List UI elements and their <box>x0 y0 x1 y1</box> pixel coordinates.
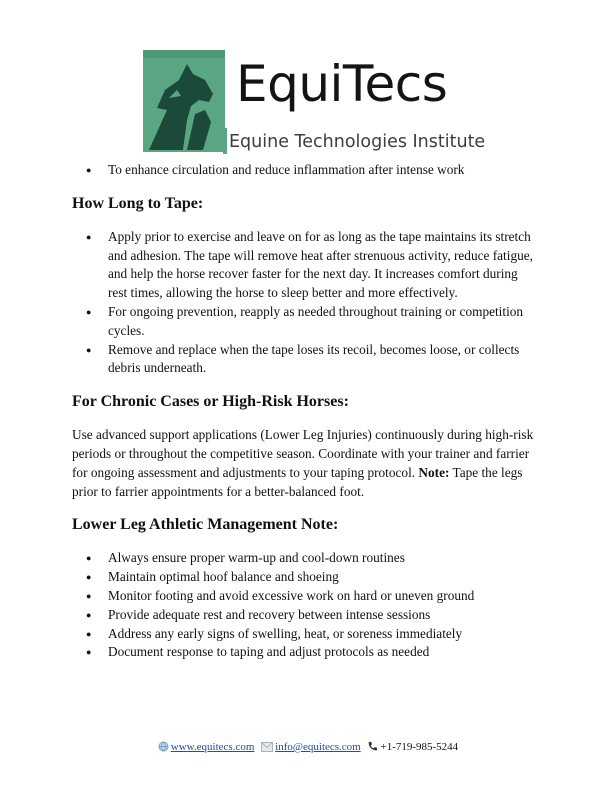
footer-contact <box>0 740 612 754</box>
equitecs-logo <box>143 50 486 156</box>
website-link[interactable]: www.equitecs.com <box>170 741 255 753</box>
list-item: ● Document response to taping and adjust protocols as needed <box>72 643 540 662</box>
horse-logo-icon <box>143 50 225 152</box>
envelope-icon <box>261 742 273 752</box>
list-item: ● Always ensure proper warm-up and cool-down routines <box>72 549 540 568</box>
list-item: ● For ongoing prevention, reapply as needed throughout training or competition cycles. <box>72 303 540 341</box>
list-item: ● Apply prior to exercise and leave on for as long as the tape maintains its stretch and adhesion. The tape will remove heat after strenuous activity, reduce fatigue, and help the horse recover faster for the next day. It increases comfort during rest times, allowing the horse to sleep better and more effectively. <box>72 228 540 303</box>
globe-icon <box>158 741 169 752</box>
list-item: ● Maintain optimal hoof balance and shoeing <box>72 568 540 587</box>
list-item: ● Remove and replace when the tape loses its recoil, becomes loose, or collects debris underneath. <box>72 341 540 379</box>
phone-number: +1-719-985-5244 <box>380 741 459 753</box>
list-item: ● Address any early signs of swelling, heat, or soreness immediately <box>72 625 540 644</box>
document-body <box>72 161 540 662</box>
brand-tagline: Equine Technologies Institute <box>229 132 486 152</box>
how-long-heading: How Long to Tape: <box>72 194 204 212</box>
how-long-list <box>72 228 540 378</box>
list-item: ● Provide adequate rest and recovery between intense sessions <box>72 606 540 625</box>
note-label: Note: <box>418 464 450 480</box>
management-list <box>72 549 540 662</box>
brand-name: EquiTecs <box>236 55 448 113</box>
chronic-text: Use advanced support applications (Lower Leg Injuries) continuously during high-risk periods or throughout the competitive season. Coordinate with your trainer and farrier for ongoing assessment and adjustments to your taping protocol. <box>72 427 534 480</box>
management-heading: Lower Leg Athletic Management Note: <box>72 516 339 534</box>
intro-bullet-list <box>72 161 540 180</box>
chronic-heading: For Chronic Cases or High-Risk Horses: <box>72 393 349 411</box>
chronic-paragraph <box>72 426 540 501</box>
note-text: Tape the legs prior to farrier appointments for a better-balanced foot. <box>72 464 523 499</box>
list-item: ● Monitor footing and avoid excessive work on hard or uneven ground <box>72 587 540 606</box>
phone-icon <box>367 741 378 752</box>
tagline-accent-bar <box>223 128 227 154</box>
email-link[interactable]: info@equitecs.com <box>275 741 361 753</box>
list-item: ● To enhance circulation and reduce inflammation after intense work <box>72 161 540 180</box>
